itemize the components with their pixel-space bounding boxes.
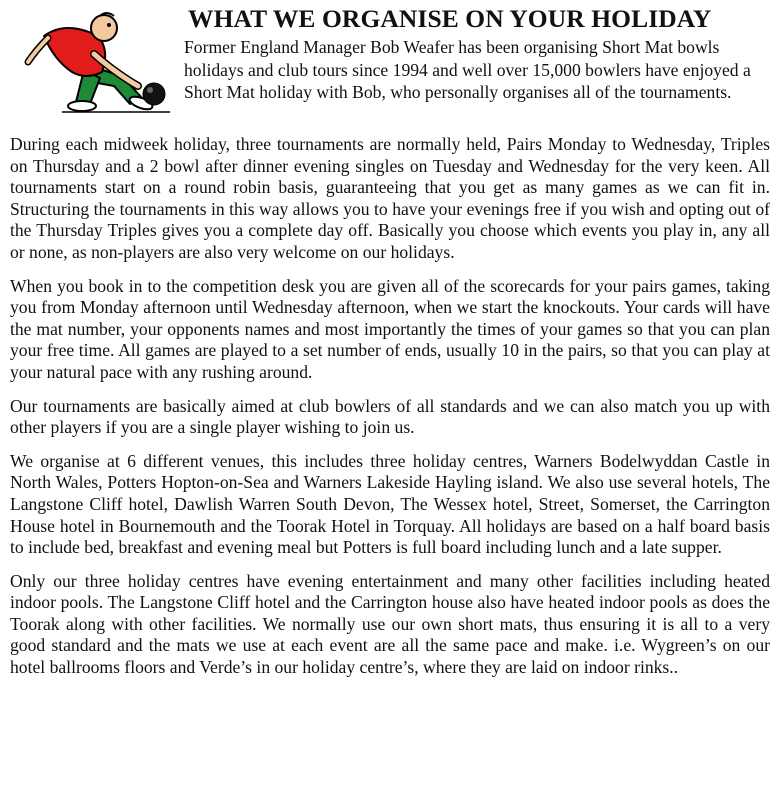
paragraph-venues: We organise at 6 different venues, this includes three holiday centres, Warners Bodelwyddan Castle in North Wales, Potters Hopton-on-Sea and Warners Lakeside Hayling island. We also use several hotels, The Langstone Cliff hotel, Dawlish Warren South Devon, The Wessex hotel, Street, Somerset, the Carrington House hotel in Bournemouth and the Toorak Hotel in Torquay. All holidays are based on a half board basis to include bed, breakfast and evening meal but Potters is full board including lunch and a late supper. bbox=[10, 450, 770, 558]
paragraph-scorecards: When you book in to the competition desk you are given all of the scorecards for your pairs games, taking you from Monday afternoon until Wednesday afternoon, when we start the knockouts. Your cards will have the mat number, your opponents names and most importantly the times of your games so that you can plan your free time. All games are played to a set number of ends, usually 10 in the pairs, so that you can play at your natural pace with any rushing around. bbox=[10, 275, 770, 382]
body-text bbox=[10, 134, 770, 691]
paragraph-facilities: Only our three holiday centres have evening entertainment and many other facilities including heated indoor pools. The Langstone Cliff hotel and the Carrington house also have heated indoor pools as does the Toorak along with other facilities. We normally use our own short mats, thus ensuring it is all to a very good standard and the mats we use at each event are all the same pace and make. i.e. Wygreen’s on our hotel ballrooms floors and Verde’s in our holiday centre’s, where they are laid on indoor rinks.. bbox=[10, 570, 770, 678]
intro-paragraph: Former England Manager Bob Weafer has been organising Short Mat bowls holidays and club tours since 1994 and well over 15,000 bowlers have enjoyed a Short Mat holiday with Bob, who personally organises all of the tournaments. bbox=[184, 37, 751, 102]
cartoon-bowler-icon bbox=[14, 6, 174, 121]
header-section bbox=[0, 0, 779, 128]
page-title: WHAT WE ORGANISE ON YOUR HOLIDAY bbox=[188, 4, 712, 33]
paragraph-tournaments: During each midweek holiday, three tournaments are normally held, Pairs Monday to Wednesday, Triples on Thursday and a 2 bowl after dinner evening singles on Tuesday and Wednesday for the very keen. All tournaments start on a round robin basis, guaranteeing that you get as many games as we can fit in. Structuring the tournaments in this way allows you to have your evenings free if you wish and opting out of the Thursday Triples gives you a complete day off. Basically you choose which events you play in, any all or none, as non-players are also very welcome on our holidays. bbox=[10, 134, 770, 262]
paragraph-standards: Our tournaments are basically aimed at club bowlers of all standards and we can also match you up with other players if you are a single player wishing to join us. bbox=[10, 395, 770, 438]
